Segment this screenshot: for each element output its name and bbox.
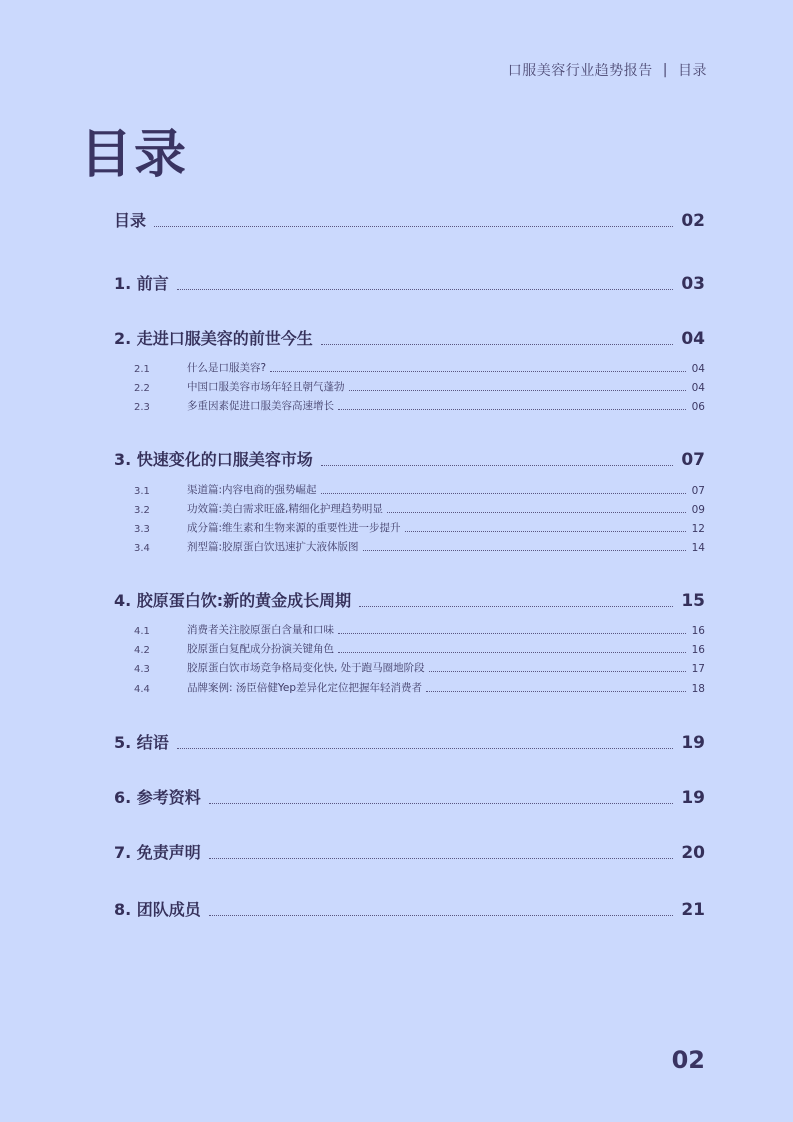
toc-subentry-4-2[interactable] — [134, 641, 705, 656]
toc-leader-dots — [209, 915, 674, 916]
toc-subentry-4-3[interactable] — [134, 660, 705, 675]
report-title: 口服美容行业趋势报告 — [507, 63, 653, 79]
toc-entry-label: 5. 结语 — [114, 733, 169, 752]
toc-leader-dots — [426, 691, 686, 692]
toc-subentry-page: 04 — [691, 382, 705, 394]
toc-leader-dots — [321, 344, 674, 345]
toc-leader-dots — [209, 858, 674, 859]
toc-leader-dots — [363, 550, 686, 551]
toc-subentry-label: 品牌案例: 汤臣倍健Yep差异化定位把握年轻消费者 — [187, 682, 423, 694]
toc-leader-dots — [321, 493, 686, 494]
toc-subentry-page: 17 — [691, 663, 705, 675]
toc-subentry-3-1[interactable] — [134, 482, 705, 497]
running-header — [508, 60, 707, 80]
toc-leader-dots — [359, 606, 673, 607]
toc-entry-page: 02 — [681, 211, 705, 231]
toc-subentry-page: 14 — [691, 542, 705, 554]
page-number: 02 — [671, 1046, 705, 1074]
toc-entry-contents[interactable] — [114, 208, 705, 231]
toc-subentry-label: 中国口服美容市场年轻且朝气蓬勃 — [187, 381, 345, 393]
toc-subentry-3-3[interactable] — [134, 520, 705, 535]
toc-leader-dots — [177, 748, 674, 749]
toc-leader-dots — [321, 465, 674, 466]
toc-entry-label: 1. 前言 — [114, 274, 169, 293]
toc-subentry-label: 成分篇:维生素和生物来源的重要性进一步提升 — [187, 522, 401, 534]
toc-subentry-2-2[interactable] — [134, 379, 705, 394]
toc-entry-label: 8. 团队成员 — [114, 900, 201, 919]
toc-leader-dots — [338, 633, 686, 634]
toc-entry-page: 21 — [681, 900, 705, 920]
toc-subentry-page: 12 — [691, 523, 705, 535]
toc-subentry-number: 2.1 — [134, 364, 150, 375]
toc-subentry-page: 06 — [691, 401, 705, 413]
toc-entry-page: 15 — [681, 591, 705, 611]
toc-subentry-3-4[interactable] — [134, 539, 705, 554]
toc-subentry-number: 2.2 — [134, 383, 150, 394]
toc-subentry-label: 多重因素促进口服美容高速增长 — [187, 400, 334, 412]
toc-subentry-number: 3.2 — [134, 505, 150, 516]
toc-leader-dots — [209, 803, 674, 804]
toc-subentry-4-1[interactable] — [134, 622, 705, 637]
toc-leader-dots — [177, 289, 674, 290]
toc-leader-dots — [270, 371, 686, 372]
toc-subentry-3-2[interactable] — [134, 501, 705, 516]
header-section: 目录 — [678, 63, 707, 79]
toc-leader-dots — [405, 531, 686, 532]
toc-entry-label: 3. 快速变化的口服美容市场 — [114, 450, 313, 469]
toc-entry-page: 03 — [681, 274, 705, 294]
toc-subentry-2-3[interactable] — [134, 398, 705, 413]
toc-subentry-number: 4.3 — [134, 664, 150, 675]
toc-subentry-page: 16 — [691, 625, 705, 637]
toc-entry-page: 04 — [681, 329, 705, 349]
page-title: 目录 — [80, 125, 189, 185]
toc-subentry-page: 04 — [691, 363, 705, 375]
toc-entry-label: 目录 — [114, 211, 147, 230]
toc-subentry-number: 4.4 — [134, 684, 150, 695]
toc-entry-8[interactable] — [114, 897, 705, 920]
toc-subentry-label: 消费者关注胶原蛋白含量和口味 — [187, 624, 334, 636]
toc-subentry-number: 2.3 — [134, 402, 150, 413]
toc-leader-dots — [338, 409, 686, 410]
toc-subentry-4-4[interactable] — [134, 680, 705, 695]
toc-leader-dots — [338, 652, 686, 653]
toc-subentry-label: 剂型篇:胶原蛋白饮迅速扩大液体版图 — [187, 541, 359, 553]
toc-entry-page: 19 — [681, 733, 705, 753]
toc-entry-6[interactable] — [114, 785, 705, 808]
toc-entry-page: 19 — [681, 788, 705, 808]
toc-leader-dots — [154, 226, 673, 227]
toc-subentry-number: 3.4 — [134, 543, 150, 554]
toc-subentry-number: 3.3 — [134, 524, 150, 535]
toc-subentry-label: 胶原蛋白复配成分扮演关键角色 — [187, 643, 334, 655]
toc-subentry-number: 4.2 — [134, 645, 150, 656]
header-separator: | — [662, 62, 668, 78]
toc-subentry-page: 09 — [691, 504, 705, 516]
toc-entry-2[interactable] — [114, 326, 705, 349]
toc-subentry-label: 什么是口服美容? — [187, 362, 267, 374]
toc-subentry-number: 4.1 — [134, 626, 150, 637]
toc-entry-label: 2. 走进口服美容的前世今生 — [114, 329, 313, 348]
toc-subentry-page: 07 — [691, 485, 705, 497]
toc-subentry-page: 18 — [691, 683, 705, 695]
toc-subentry-number: 3.1 — [134, 486, 150, 497]
toc-subentry-page: 16 — [691, 644, 705, 656]
toc-entry-page: 07 — [681, 450, 705, 470]
toc-leader-dots — [349, 390, 686, 391]
toc-entry-label: 7. 免责声明 — [114, 843, 201, 862]
toc-entry-5[interactable] — [114, 730, 705, 753]
toc-entry-page: 20 — [681, 843, 705, 863]
toc-subentry-label: 渠道篇:内容电商的强势崛起 — [187, 484, 317, 496]
toc-subentry-2-1[interactable] — [134, 360, 705, 375]
toc-subentry-label: 功效篇:美白需求旺盛,精细化护理趋势明显 — [187, 503, 383, 515]
toc-entry-1[interactable] — [114, 271, 705, 294]
toc-leader-dots — [429, 671, 686, 672]
toc-subentry-label: 胶原蛋白饮市场竞争格局变化快, 处于跑马圈地阶段 — [187, 662, 425, 674]
toc-entry-4[interactable] — [114, 588, 705, 611]
toc-entry-7[interactable] — [114, 840, 705, 863]
toc-entry-label: 4. 胶原蛋白饮:新的黄金成长周期 — [114, 591, 352, 610]
toc-leader-dots — [387, 512, 686, 513]
toc-entry-label: 6. 参考资料 — [114, 788, 201, 807]
toc-entry-3[interactable] — [114, 447, 705, 470]
